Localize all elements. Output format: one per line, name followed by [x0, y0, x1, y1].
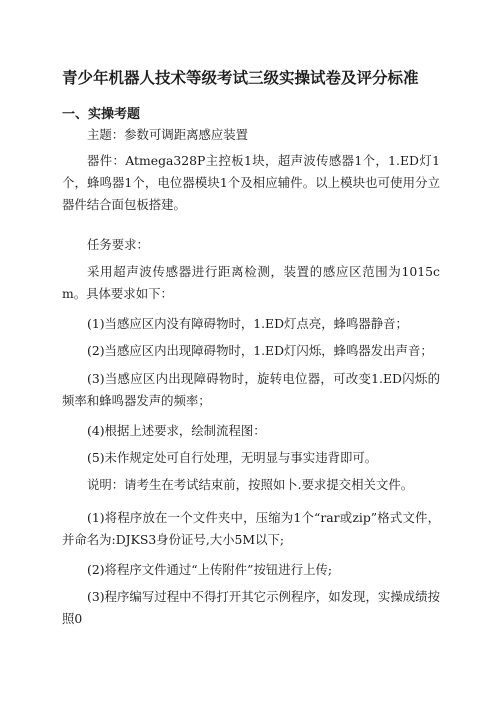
- document-title: 青少年机器人技术等级考试三级实操试卷及评分标准: [62, 69, 419, 87]
- paragraph-task-heading: 任务要求：: [87, 237, 149, 252]
- paragraph-note: 说明：请考生在考试结束前，按照如卜.要求提交相关文件。: [87, 477, 414, 492]
- paragraph-submission-3: (3)程序编写过程中不得打开其它示例程序，如发现，实操成绩按照0: [62, 589, 440, 626]
- paragraph-requirement-4: (4)根据上述要求，绘制流程图：: [87, 423, 266, 438]
- paragraph-topic: 主题：参数可调距离感应装置: [87, 127, 249, 142]
- paragraph-requirement-2: (2)当感应区内出现障碍物时，1.ED灯闪烁，蜂鸣器发出声音；: [87, 343, 433, 358]
- paragraph-requirement-1: (1)当感应区内没有障碍物时，1.ED灯点亮，蜂鸣器静音；: [87, 316, 408, 331]
- paragraph-requirement-3: (3)当感应区内出现障碍物时，旋转电位器，可改变1.ED闪烁的频率和蜂鸣器发声的频率；: [62, 371, 440, 408]
- paragraph-task-intro: 采用超声波传感器进行距离检测，装置的感应区范围为1015cm。具体要求如下：: [62, 264, 440, 301]
- paragraph-submission-2: (2)将程序文件通过“上传附件”按钮进行上传;: [87, 562, 333, 577]
- paragraph-submission-1: (1)将程序放在一个文件夹中，压缩为1个“rar或zip”格式文件，并命名为:DJKS3身份证号,大小5M以下;: [62, 510, 440, 547]
- section-heading: 一、实操考题: [62, 107, 141, 122]
- paragraph-components: 器件：Atmega328P主控板1块，超声波传感器1个，1.ED灯1个，蜂鸣器1个，电位器模块1个及相应辅件。以上模块也可使用分立器件结合面包板搭建。: [62, 153, 440, 212]
- paragraph-requirement-5: (5)未作规定处可自行处理，无明显与事实违背即可。: [87, 450, 378, 465]
